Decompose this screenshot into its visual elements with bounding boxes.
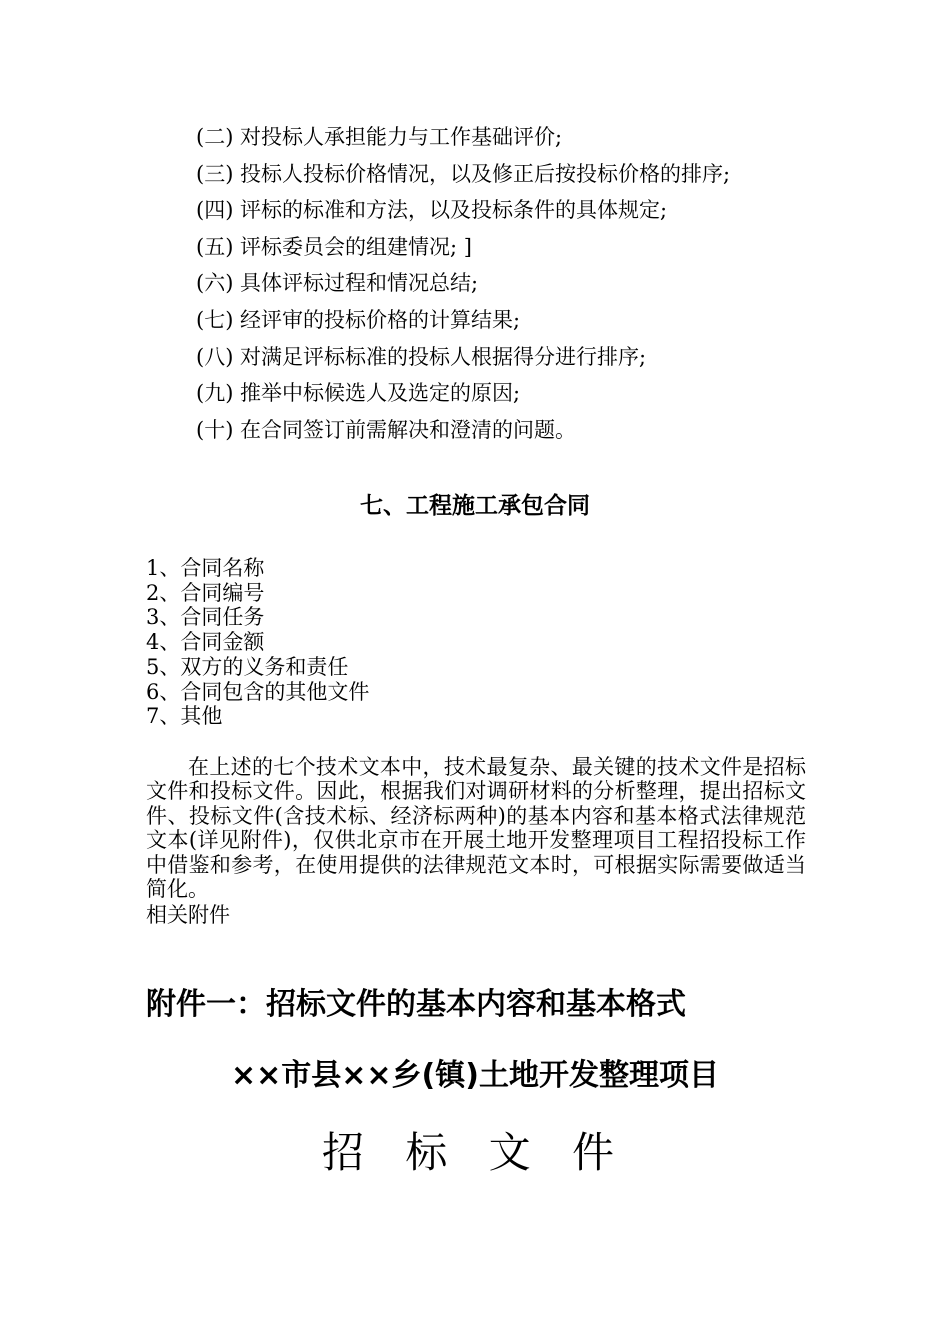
document-title: 招 标 文 件 — [321, 1128, 629, 1177]
list-item: 3、合同任务 — [146, 605, 265, 630]
list-item: 4、合同金额 — [146, 630, 265, 655]
list-item: (八) 对满足评标标准的投标人根据得分进行排序; — [196, 344, 647, 369]
list-item: 6、合同包含的其他文件 — [146, 679, 370, 704]
list-item: (六) 具体评标过程和情况总结; — [196, 271, 479, 296]
list-item: 1、合同名称 — [146, 556, 265, 580]
section-heading: 七、工程施工承包合同 — [360, 493, 590, 519]
contract-contents-list — [146, 556, 806, 729]
attachment-heading: 附件一：招标文件的基本内容和基本格式 — [146, 987, 686, 1022]
list-item: 2、合同编号 — [146, 580, 265, 605]
list-item: (十) 在合同签订前需解决和澄清的问题。 — [196, 417, 577, 442]
list-item: (五) 评标委员会的组建情况; ] — [196, 234, 473, 259]
list-item: (七) 经评审的投标价格的计算结果; — [196, 307, 521, 332]
list-item: (二) 对投标人承担能力与工作基础评价; — [196, 125, 563, 149]
list-item: 5、双方的义务和责任 — [146, 654, 349, 679]
evaluation-report-list — [196, 119, 836, 448]
list-item: (九) 推举中标候选人及选定的原因; — [196, 381, 521, 406]
related-attachments-label: 相关附件 — [146, 903, 230, 927]
list-item: (三) 投标人投标价格情况，以及修正后按投标价格的排序; — [196, 161, 731, 186]
project-heading: ××市县××乡(镇)土地开发整理项目 — [231, 1058, 719, 1093]
list-item: (四) 评标的标准和方法，以及投标条件的具体规定; — [196, 198, 668, 223]
summary-paragraph: 在上述的七个技术文本中，技术最复杂、最关键的技术文件是招标文件和投标文件。因此，根据我们对调研材料的分析整理，提出招标文件、投标文件(含技术标、经济标两种)的基本内容和基本格式法律规范文本(详见附件)，仅供北京市在开展土地开发整理项目工程招投标工作中借鉴和参考，在使用提供的法律规范文本时，可根据实际需要做适当简化。 — [146, 755, 806, 902]
list-item: 7、其他 — [146, 704, 223, 729]
